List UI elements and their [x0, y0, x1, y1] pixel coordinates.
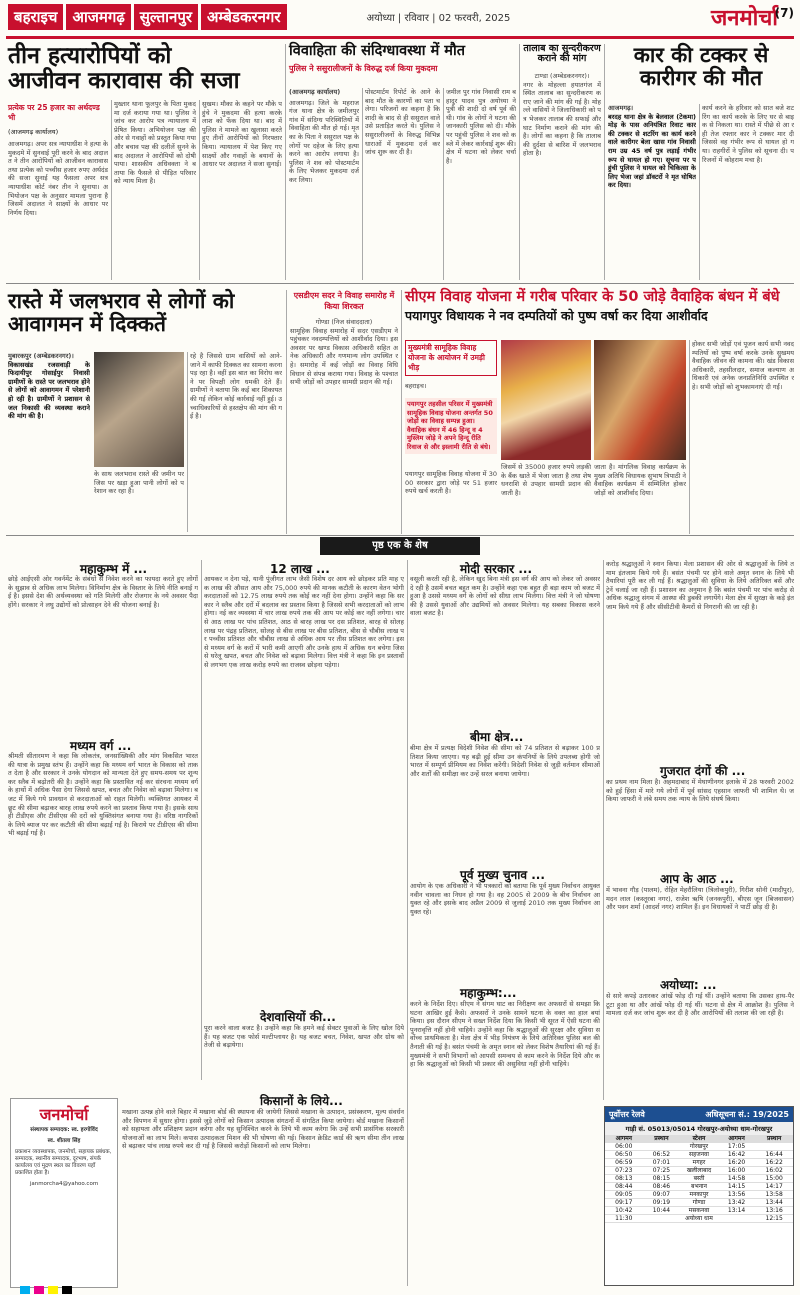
rail-cell: 07:01	[652, 1159, 671, 1166]
body-text: गोण्डा (निज संवाददाता) सामूहिक विवाह समारोह में सदर एसडीएम ने पहुंचकर नवदम्पत्तियों को आशीर्वाद दिया। इस अवसर पर खण्ड विकास अधिकारी सहित अनेक अधिकारी और गणमान्य लोग उपस्थित रहे। समारोह में कई जोड़ों का विवाह विधि विधान से संपन्न कराया गया। विवाह के पश्चात सभी जोड़ों को उपहार सामग्री प्रदान की गई।	[290, 318, 398, 387]
section-head: गुजरात दंगों की ...	[660, 764, 746, 778]
byline: (आजमगढ़ कार्यालय)	[8, 128, 59, 136]
story-kicker: मुख्यमंत्री सामूहिक विवाह योजना के आयोजन में उमड़ी भीड़	[408, 343, 485, 372]
rail-cell: गोरखपुर	[689, 1143, 709, 1150]
col-header: प्रस्थान	[766, 1135, 782, 1142]
rail-cell: 16:22	[765, 1159, 783, 1166]
body-text: मखाना उत्पन्न होने वाले बिहार में मखाना बोर्ड की स्थापना की जायेगी जिससे मखाना के उत्पादन, प्रसंस्करण, मूल्य संवर्धन और विपणन में सुधार होगा। इससे जुड़े लोगों को किसान उत्पादक संगठनों में संगठित किया जायेगा। बोर्ड मखाना किसानों को सहायता और प्रशिक्षण प्रदान करेगा और यह सुनिश्चित करने के लिये भी काम करेगा कि उन्हें सभी प्रासंगिक सरकारी योजनाओं का लाभ मिले। कपास उत्पादकता मिशन की भी घोषणा की गई। किसान क्रेडिट कार्ड की ऋण सीमा तीन लाख से बढ़ाकर पांच लाख रुपये कर दी गई है जिससे करोड़ों किसानों को लाभ मिलेगा।	[122, 1108, 404, 1151]
imprint-box: जनमोर्चा संस्थापक सम्पादक: स्व. हरगोविंद स्व. शीतला सिंह प्रकाशन व्यवस्थापक, जनमोर्चा, सहायक प्रबंधक, सम्पादक, स्थानीय सम्पादक, दूरभाष, संपर्क कार्यालय एवं मुद्रण स्थल का विवरण यहाँ प्रकाशित होता है। janmorcha4@yahoo.com	[10, 1098, 118, 1288]
rail-cell: 16:44	[765, 1151, 783, 1158]
rail-cell: 06:59	[615, 1159, 633, 1166]
rail-cell: 14:58	[727, 1175, 746, 1182]
column-rule	[285, 44, 286, 280]
page-number: (7)	[774, 6, 794, 20]
column-rule	[401, 290, 402, 534]
body-text: में भावना गौड़ (पालम), रोहित मेहरौलिया (त्रिलोकपुरी), गिरीश सोनी (मादीपुर), मदन लाल (कस्तूरबा नगर), राजेश ऋषि (जनकपुरी), बीएस जून (बिजवासन) और पवन शर्मा (आदर्श नगर) शामिल हैं। इन विधायकों ने पार्टी छोड़ दी है।	[606, 886, 794, 912]
rail-row	[605, 1151, 793, 1159]
rail-row	[605, 1159, 793, 1167]
col-header: स्टेशन	[692, 1135, 706, 1142]
lead-text: बरदह थाना क्षेत्र के बेलवाल (टेकमा) मोड़ के पास अनियंत्रित रिवाट कार की टक्कर से शटरिंग का कार्य करने वाले कारीगर बेला खास गांव निवासी राम उम्र 45 वर्ष पुत्र लड़ाई गंभीर रूप से घायल हो गए। सूचना पर पहुंची पुलिस ने घायल को चिकित्सा के लिए भेजा जहां डॉक्टरों ने मृत घोषित कर दिया।	[608, 112, 696, 190]
rail-cell: 13:14	[727, 1207, 746, 1214]
rail-row	[605, 1175, 793, 1183]
rail-cell: गोण्डा	[692, 1199, 706, 1206]
body-text: (आजमगढ़ कार्यालय) आजमगढ़। जिले के महराजगंज थाना क्षेत्र के जमीलपुर गांव में संदिग्ध परिस्थितियों में विवाहिता की मौत हो गई। मृतका के पिता ने ससुराल पक्ष के लोगों पर दहेज के लिए हत्या करने का आरोप लगाया है। पुलिस ने शव को पोस्टमार्टम के लिए भेजकर मुकदमा दर्ज कर लिया।	[289, 88, 359, 184]
rail-cell: 07:23	[615, 1167, 633, 1174]
headline: तीन हत्यारोपियों को आजीवन कारावास की सजा	[8, 43, 240, 95]
story-suspicious-death	[289, 44, 515, 74]
masthead-rule	[6, 36, 794, 39]
rail-cell: 12:15	[765, 1215, 783, 1222]
subheadline: पयागपुर विधायक ने नव दम्पतियों को पुष्प वर्षा कर दिया आशीर्वाद	[405, 307, 708, 323]
rail-cell: 16:42	[727, 1151, 746, 1158]
rail-cell: खलीलाबाद	[686, 1167, 712, 1174]
rail-title: गाड़ी सं. 05013/05014 गोरखपुर-अयोध्या धाम-गोरखपुर	[605, 1122, 793, 1135]
rail-header	[605, 1107, 793, 1122]
section-head: पूर्व मुख्य चुनाव ...	[460, 868, 545, 882]
rail-cell: बभनान	[691, 1183, 707, 1190]
section-head: बीमा क्षेत्र...	[470, 730, 524, 744]
rail-cell: 16:20	[727, 1159, 746, 1166]
rail-cell: 09:07	[652, 1191, 671, 1198]
column-rule	[603, 560, 604, 1100]
body-text: पोस्टमार्टम रिपोर्ट के आने के बाद मौत के कारणों का पता चलेगा। परिजनों का कहना है कि शादी के बाद से ही ससुराल वाले उसे प्रताड़ित करते थे। पुलिस ने ससुरालीजनों के विरुद्ध विभिन्न धाराओं में मुकदमा दर्ज कर जांच शुरू कर दी है।	[365, 88, 440, 157]
rail-cell: सहजनवा	[689, 1151, 709, 1158]
city-tab: अम्बेडकरनगर	[201, 4, 287, 30]
column-rule	[407, 560, 408, 1286]
rail-cell: बस्ती	[693, 1175, 705, 1182]
section-head: महाकुम्भ:...	[460, 986, 517, 1000]
rail-cell: 14:15	[727, 1183, 746, 1190]
imprint-email: janmorcha4@yahoo.com	[29, 1181, 99, 1187]
body-text: आयोग के एक अधिकारी ने भी पत्रकारों को बताया कि पूर्व मुख्य निर्वाचन आयुक्त नवीन चावला का निधन हो गया है। वह 2005 से 2009 के बीच निर्वाचन आयुक्त रहे और इसके बाद अप्रैल 2009 से जुलाई 2010 तक मुख्य निर्वाचन आयुक्त रहे।	[410, 882, 600, 916]
byline: गोण्डा (निज संवाददाता)	[315, 318, 373, 326]
rail-row	[605, 1207, 793, 1215]
story-cm-marriage-scheme	[405, 290, 794, 323]
rail-cell: 14:17	[765, 1183, 783, 1190]
rail-cell: 06:52	[652, 1151, 671, 1158]
body-text: बीमा क्षेत्र में प्रत्यक्ष विदेशी निवेश की सीमा को 74 प्रतिशत से बढ़ाकर 100 प्रतिशत किया जाएगा। यह बढ़ी हुई सीमा उन कंपनियों के लिये उपलब्ध होगी जो भारत में सम्पूर्ण प्रीमियम का निवेश करेंगी। विदेशी निवेश से जुड़ी वर्तमान सीमाओं और शर्तों की समीक्षा कर उन्हें सरल बनाया जायेगा।	[410, 744, 600, 778]
rail-cell	[755, 1143, 793, 1150]
kicker	[8, 103, 108, 136]
rail-row	[605, 1199, 793, 1207]
body-text: छोड़े आईएसी ओर गवर्नमेंट के संबंधों से निवेश करने का फायदा करते हुए लोगों के सुझाव से अधिक लाभ मिलेगा। विनिर्माण क्षेत्र के विस्तार के लिये नीति बनाई गई है। इससे देश की अर्थव्यवस्था को गति मिलेगी और रोजगार के नये अवसर पैदा होंगे। सरकार ने लघु उद्योगों को प्रोत्साहन देने की योजना बनाई है।	[8, 575, 198, 609]
rail-cell: 10:44	[652, 1207, 671, 1214]
news-photo	[501, 340, 591, 460]
body-text: आयकर न देना पड़े, यानी पूंजीगत लाभ जैसी विशेष दर आय को छोड़कर प्रति माह एक लाख की औसत आय और 75,000 रुपये की मानक कटौती के कारण वेतन भोगी करदाताओं को 12.75 लाख रुपये तक कोई कर नहीं देना होगा। उन्होंने कहा कि सरकार ने स्लैब और दरों में बदलाव का प्रस्ताव किया है जिससे सभी करदाताओं को लाभ होगा। नई कर व्यवस्था में चार लाख रुपये तक की आय पर कोई कर नहीं लगेगा। चार से आठ लाख पर पांच प्रतिशत, आठ से बारह लाख पर दस प्रतिशत, बारह से सोलह लाख पर पंद्रह प्रतिशत, सोलह से बीस लाख पर बीस प्रतिशत, बीस से चौबीस लाख पर पच्चीस प्रतिशत और चौबीस लाख से अधिक आय पर तीस प्रतिशत कर लगेगा। इससे मध्यम वर्ग के करों में भारी कमी आएगी और उनके हाथ में अधिक धन बचेगा जिससे घरेलू खपत, बचत और निवेश को बढ़ावा मिलेगा। वित्त मंत्री ने कहा कि इन प्रस्तावों से लगभग एक लाख करोड़ रुपये का राजस्व छोड़ना पड़ेगा।	[204, 575, 404, 669]
body-text: सुखम। मौका के कहने पर मौके पहुंचे ने मुकदमा की हत्या करके लाश को फेंक दिया था। बाद में पुलिस ने मामले का खुलासा करते हुए तीनों आरोपियों को गिरफ्तार किया। न्यायालय में पेश किए गए साक्ष्यों और गवाहों के बयानों के आधार पर अदालत ने सजा सुनाई।	[202, 100, 282, 169]
rail-cell: 13:58	[765, 1191, 783, 1198]
photo-caption: के साथ जलभराव रास्ते की जमीन पर जिस पर खड़ा हुआ पानी लोगों को परेशान कर रहा है।	[94, 470, 184, 496]
section-head: महाकुम्भ में ...	[80, 562, 148, 576]
section-rule	[6, 535, 794, 536]
rail-rows	[605, 1143, 793, 1223]
body-text: करोड़ श्रद्धालुओं ने स्नान किया। मेला प्रशासन की ओर से श्रद्धालुओं के लिये तमाम इंतजाम किये गये हैं। बसंत पंचमी पर होने वाले अमृत स्नान के लिये भी तैयारियां पूरी कर ली गई हैं। श्रद्धालुओं की सुविधा के लिये अतिरिक्त बसें और ट्रेनें चलाई जा रही हैं। प्रशासन का अनुमान है कि बसंत पंचमी पर पांच करोड़ से अधिक श्रद्धालु संगम में आस्था की डुबकी लगायेंगे। मेला क्षेत्र में सुरक्षा के कड़े इंतजाम किये गये हैं और सीसीटीवी कैमरों से निगरानी की जा रही है।	[606, 560, 794, 611]
byline: (आजमगढ़ कार्यालय)	[289, 88, 341, 96]
rail-cell: 08:44	[615, 1183, 633, 1190]
body-text: कार्य करने के हरिवार को सात बजे शटरिंग का कार्य करके के लिए घर से बाइक से निकला था। रास्ते में पीछे से आ रही तेज रफ्तार कार ने टक्कर मार दी जिससे वह गंभीर रूप से घायल हो गया। राहगीरों ने पुलिस को सूचना दी। परिजनों में कोहराम मचा है।	[702, 104, 794, 164]
body-text: रहे है जिससे ग्राम वासियों को आने-जाने में काफी दिक्कत का सामना करना पड़ रहा है। वहीं इस बात का विरोध करने पर विपक्षी लोग धमकी देते हैं। ग्रामीणों ने बताया कि कई बार शिकायत की गई लेकिन कोई कार्रवाई नहीं हुई। उच्चाधिकारियों से हस्तक्षेप की मांग की गई है।	[190, 352, 282, 421]
masthead	[0, 0, 800, 34]
column-rule	[362, 88, 363, 280]
headline: विवाहिता की संदिग्धावस्था में मौत	[289, 43, 465, 59]
byline: टाण्डा (अम्बेडकरनगर)।	[534, 72, 590, 80]
story-car-accident	[608, 44, 794, 90]
rail-row	[605, 1215, 793, 1223]
rail-notice-number: अधिसूचना सं.: 19/2025	[705, 1110, 789, 1119]
continued-banner: पृष्ठ एक के शेष	[320, 537, 480, 555]
section-head: किसानों के लिये...	[260, 1094, 343, 1108]
section-rule	[6, 283, 794, 284]
byline: आजमगढ़।	[608, 104, 634, 112]
column-rule	[286, 290, 287, 534]
col-header: आगमन	[728, 1135, 745, 1142]
callout-text: पयागपुर तहसील परिसर में मुख्यमंत्री सामूहिक विवाह योजना अन्तर्गत 50 जोड़ों का विवाह सम्पन्न हुआ। वैवाहिक बंधन में 46 हिन्दू व 4 मुस्लिम जोड़े ने अपने हिन्दू रीति रिवाज से और इस्लामी रीति से बंधे।	[407, 400, 493, 451]
dateline: अयोध्या | रविवार | 02 फरवरी, 2025	[366, 13, 511, 24]
rail-row	[605, 1167, 793, 1175]
rail-cell: 13:44	[765, 1199, 783, 1206]
railway-notice	[604, 1106, 794, 1286]
story-kicker: प्रत्येक पर 25 हजार का अर्थदण्ड भी	[8, 103, 100, 122]
body-text: जिसमें से 35000 हजार रुपये लड़की के बैंक खाते में भेजा जाता है तथा शेष धनराशि से उपहार सामग्री प्रदान की जाती है।	[501, 463, 591, 497]
rail-cell: 16:02	[765, 1167, 783, 1174]
callout-box	[405, 398, 497, 454]
black-mark	[62, 1286, 72, 1294]
city-tab: आजमगढ़	[66, 4, 130, 30]
rail-cell: 08:13	[615, 1175, 633, 1182]
body-text: मुख्तार थाना फूलपुर के पिता मुकदमा दर्ज कराया गया था। पुलिस ने जांच कर आरोप पत्र न्यायालय में प्रेषित किया। अभियोजन पक्ष की ओर से गवाहों को प्रस्तुत किया गया और बचाव पक्ष की दलीलें सुनने के बाद अदालत ने आरोपियों को दोषी पाया। शासकीय अधिवक्ता ने बताया कि फैसले से पीड़ित परिवार को न्याय मिला है।	[114, 100, 196, 186]
column-rule	[689, 340, 690, 534]
section-head: अयोध्या: ...	[660, 978, 717, 992]
print-marks	[0, 1284, 800, 1295]
col-header: आगमन	[615, 1135, 633, 1142]
rail-cell: 13:56	[727, 1191, 746, 1198]
body-text: आजमगढ़। अपर सत्र न्यायाधीश ने हत्या के मुकदमे में सुनवाई पूरी करने के बाद अदालत ने तीन आरोपियों को आजीवन कारावास तथा प्रत्येक को पच्चीस हजार रुपए अर्थदंड की सजा सुनाई यह फैसला अपर सत्र न्यायाधीश कोर्ट नंबर तीन ने सुनाया। अभियोजन पक्ष के अनुसार मामला पुराना है जिसमें अदालत ने साक्ष्यों के आधार पर निर्णय दिया।	[8, 140, 108, 217]
kicker-box	[405, 340, 497, 376]
rail-cell: 06:50	[615, 1151, 633, 1158]
rail-col-headers	[605, 1135, 793, 1143]
column-rule	[443, 88, 444, 280]
body-text: टाण्डा (अम्बेडकरनगर)। नगर के मोहल्ला हयातगंज में स्थित तालाब का सुन्दरीकरण कराए जाने की मांग की गई है। मोहल्ले वासियों ने जिलाधिकारी को पत्र भेजकर तालाब की सफाई और घाट निर्माण कराने की मांग की है। लोगों का कहना है कि तालाब की दुर्दशा से बारिश में जलभराव होता है।	[523, 72, 601, 158]
newspaper-logo: जनमोर्चा	[710, 6, 778, 31]
cyan-mark	[20, 1286, 30, 1294]
rail-cell: मनकापुर	[689, 1191, 709, 1198]
subheadline: पुलिस ने ससुरालीजनों के विरुद्ध दर्ज किया मुकदमा	[289, 63, 438, 73]
rail-cell: 10:42	[615, 1207, 633, 1214]
rail-cell: 13:42	[727, 1199, 746, 1206]
body-text: मुबारकपुर (अम्बेडकरनगर)। विकासखंड रजसवाड़ी के फिदायीपुर गोसाईपुर निवासी ग्रामीणों के रास्ते पर जलभराव होने से लोगों को आवागमन में परेशानी हो रही है। ग्रामीणों ने प्रशासन से जल निकासी की व्यवस्था कराने की मांग की है।	[8, 352, 90, 421]
col-header: प्रस्थान	[654, 1135, 669, 1142]
rail-cell	[643, 1215, 681, 1222]
body-text: पूरा करने वाला बजट है। उन्होंने कहा कि हमने कई सेक्टर युवाओं के लिए खोल दिये हैं। यह बजट एक फोर्स मल्टीप्लायर है। यह बजट बचत, निवेश, खपत और ग्रोथ को तेजी से बढ़ायेगा।	[204, 1024, 404, 1050]
story-life-sentence	[8, 44, 248, 95]
yellow-mark	[48, 1286, 58, 1294]
body-text: श्रीमती सीतारमण ने कहा कि लोकतंत्र, जनसांख्यिकी और मांग विकसित भारत की यात्रा के प्रमुख स्तंभ हैं। उन्होंने कहा कि मध्यम वर्ग भारत के विकास को ताकत देता है और सरकार ने उनके योगदान को मान्यता देते हुए समय-समय पर शून्य कर स्लैब में बढ़ोतरी की है। उन्होंने कहा कि प्रस्तावित नई कर संरचना मध्यम वर्ग के हाथों में अधिक पैसा देगा जिससे खपत, बचत और निवेश को बढ़ावा मिलेगा। बजट में किये गये प्रावधान से करदाताओं को राहत मिलेगी। व्यक्तिगत आयकर में छूट की सीमा बढ़ाकर बारह लाख रुपये करने का प्रस्ताव किया गया है। इसके साथ ही टीडीएस और टीसीएस की दरों को युक्तिसंगत बनाया गया है। वरिष्ठ नागरिकों के लिये ब्याज पर कर कटौती की सीमा बढ़ाई गई है। किराये पर टीडीएस की सीमा भी बढ़ाई गई है।	[8, 752, 198, 838]
rail-cell: 17:05	[727, 1143, 746, 1150]
rail-cell: 09:19	[652, 1199, 671, 1206]
magenta-mark	[34, 1286, 44, 1294]
rail-header-title: पूर्वोत्तर रेलवे	[609, 1110, 645, 1119]
body-text: होकर सभी जोड़ों एवं पूजन कार्य सभी नवदम्पतियों को पुष्प वर्षा करके उनके सुखमय वैवाहिक जीवन की कामना की। खंड विकास अधिकारी, तहसीलदार, समाज कल्याण अधिकारी एवं अनेक जनप्रतिनिधि उपस्थित रहे। सभी जोड़ों को शुभकामनाएं दी गईं।	[692, 340, 794, 391]
headline: रास्ते में जलभराव से लोगों को आवागमन में दिक्कतें	[8, 289, 235, 337]
city-tabs	[8, 4, 287, 30]
column-rule	[699, 104, 700, 280]
rail-cell	[643, 1143, 681, 1150]
byline-text: बहराइच।	[405, 382, 427, 390]
rail-cell: 09:05	[615, 1191, 633, 1198]
body-text: का प्रथम नाम मिला है। अहमदाबाद में मेघाणीनगर इलाके में 28 फरवरी 2002 को हुई हिंसा में मारे गये लोगों में पूर्व सांसद एहसान जाफरी भी शामिल थे। जकिया जाफरी ने लंबे समय तक न्याय के लिये संघर्ष किया।	[606, 778, 794, 804]
body-text: पयागपुर सामूहिक विवाह योजना में 3000 सरकार द्वारा जोड़े पर 51 हजार रुपये खर्च करती है।	[405, 470, 497, 496]
rail-row	[605, 1191, 793, 1199]
rail-row	[605, 1183, 793, 1191]
column-rule	[519, 44, 520, 280]
headline: कार की टक्कर से कारीगर की मौत	[633, 43, 769, 91]
column-rule	[111, 100, 112, 280]
story-waterlogging	[8, 290, 298, 336]
rail-row	[605, 1143, 793, 1151]
story-sdm-wedding	[290, 290, 398, 312]
news-photo	[594, 340, 686, 460]
news-photo	[94, 352, 184, 467]
column-rule	[187, 352, 188, 532]
column-rule	[604, 44, 605, 280]
rail-cell: 06:00	[615, 1143, 633, 1150]
section-head: मध्यम वर्ग ...	[70, 739, 132, 753]
rail-cell: 11:30	[615, 1215, 633, 1222]
rail-cell: 07:25	[652, 1167, 671, 1174]
rail-cell: 13:16	[765, 1207, 783, 1214]
imprint-logo: जनमोर्चा	[39, 1105, 89, 1124]
rail-cell: मसकनवा	[688, 1207, 710, 1214]
city-tab: बहराइच	[8, 4, 63, 30]
section-head: 12 लाख ...	[270, 562, 330, 576]
section-head: आप के आठ ...	[660, 872, 734, 886]
headline: एसडीएम सदर ने विवाह समारोह में किया शिरकत	[293, 291, 395, 311]
imprint-title: संस्थापक सम्पादक: स्व. हरगोविंद	[30, 1127, 98, 1133]
column-rule	[201, 560, 202, 1080]
headline: सीएम विवाह योजना में गरीब परिवार के 50 जोड़े वैवाहिक बंधन में बंधे	[405, 289, 780, 305]
section-head: देशवासियों की...	[260, 1010, 336, 1024]
rail-cell: 09:17	[615, 1199, 633, 1206]
headline: तालाब का सुन्दरीकरण कराने की मांग	[523, 43, 601, 65]
body-text: जाता है। मांगलिक विवाह कार्यक्रम के मुख्य अतिथि विधायक सुभाष त्रिपाठी ने वैवाहिक कार्यक्रम में सम्मिलित होकर जोड़ों को आशीर्वाद दिया।	[594, 463, 686, 497]
body-text	[608, 104, 696, 280]
body-text: करने के निर्देश दिए। सीएम ने संगम घाट का निरीक्षण कर अफसरों से समझा कि घटना आखिर हुई कैसे। अफसरों ने उनके सामने घटना के वक्त का हाल बयां किया। इस दौरान सीएम ने सख्त निर्देश दिया कि किसी भी सूरत में ऐसी घटना की पुनरावृत्ति नहीं होनी चाहिये। उन्होंने कहा कि श्रद्धालुओं की सुरक्षा और सुविधा सर्वोच्च प्राथमिकता है। मेला क्षेत्र में भीड़ नियंत्रण के लिये अतिरिक्त पुलिस बल की तैनाती की गई है। बसंत पंचमी के अमृत स्नान को लेकर विशेष तैयारियां की गई हैं। मुख्यमंत्री ने सभी विभागों को आपसी समन्वय से काम करने के निर्देश दिये और कहा कि श्रद्धालुओं को किसी भी प्रकार की असुविधा नहीं होनी चाहिये।	[410, 1000, 600, 1069]
rail-cell: अयोध्या धाम	[685, 1215, 713, 1222]
rail-cell: मगहर	[692, 1159, 706, 1166]
rail-cell: 15:00	[765, 1175, 783, 1182]
byline: मुबारकपुर (अम्बेडकरनगर)।	[8, 352, 74, 360]
city-tab: सुल्तानपुर	[134, 4, 198, 30]
story-pond-beautification	[523, 44, 601, 65]
rail-cell: 08:15	[652, 1175, 671, 1182]
body-text: से सारे कपड़े उतारकर आंखें फोड़ दी गई थीं। उन्होंने बताया कि उसका हाथ-पैर टूटा हुआ था और आंखें फोड़ दी गई थीं। घटना से क्षेत्र में आक्रोश है। पुलिस ने मामला दर्ज कर जांच शुरू कर दी है और आरोपियों की तलाश की जा रही है।	[606, 992, 794, 1018]
imprint-editor: स्व. शीतला सिंह	[47, 1138, 81, 1144]
body-text: वसूली करती रही है, लेकिन खुद बिना मंत्री इस वर्ग की आय को लेकर जो अवसर दे रही है उसमें बचत बहुत कम है। उन्होंने कहा एक बहुत ही बड़ा काम जो बजट में हुआ है उससे मध्यम वर्ग के लोगों को सीधा लाभ मिलेगा। वित्त मंत्री ने जो घोषणा की है उससे युवाओं और उद्यमियों को अवसर मिलेगा। यह सबका विकास करने वाला बजट है।	[410, 575, 600, 618]
section-head: मोदी सरकार ...	[460, 562, 533, 576]
body-text: जमील पुर गांव निवासी राम बहादुर यादव पुत्र अयोध्या ने पुत्री की शादी दो वर्ष पूर्व की थी। गांव के लोगों ने घटना की जानकारी पुलिस को दी। मौके पर पहुंची पुलिस ने शव को कब्जे में लेकर कार्रवाई शुरू की। क्षेत्र में घटना को लेकर चर्चा है।	[446, 88, 516, 165]
rail-cell	[718, 1215, 756, 1222]
rail-cell: 16:00	[727, 1167, 746, 1174]
rail-cell: 08:46	[652, 1183, 671, 1190]
column-rule	[199, 100, 200, 280]
